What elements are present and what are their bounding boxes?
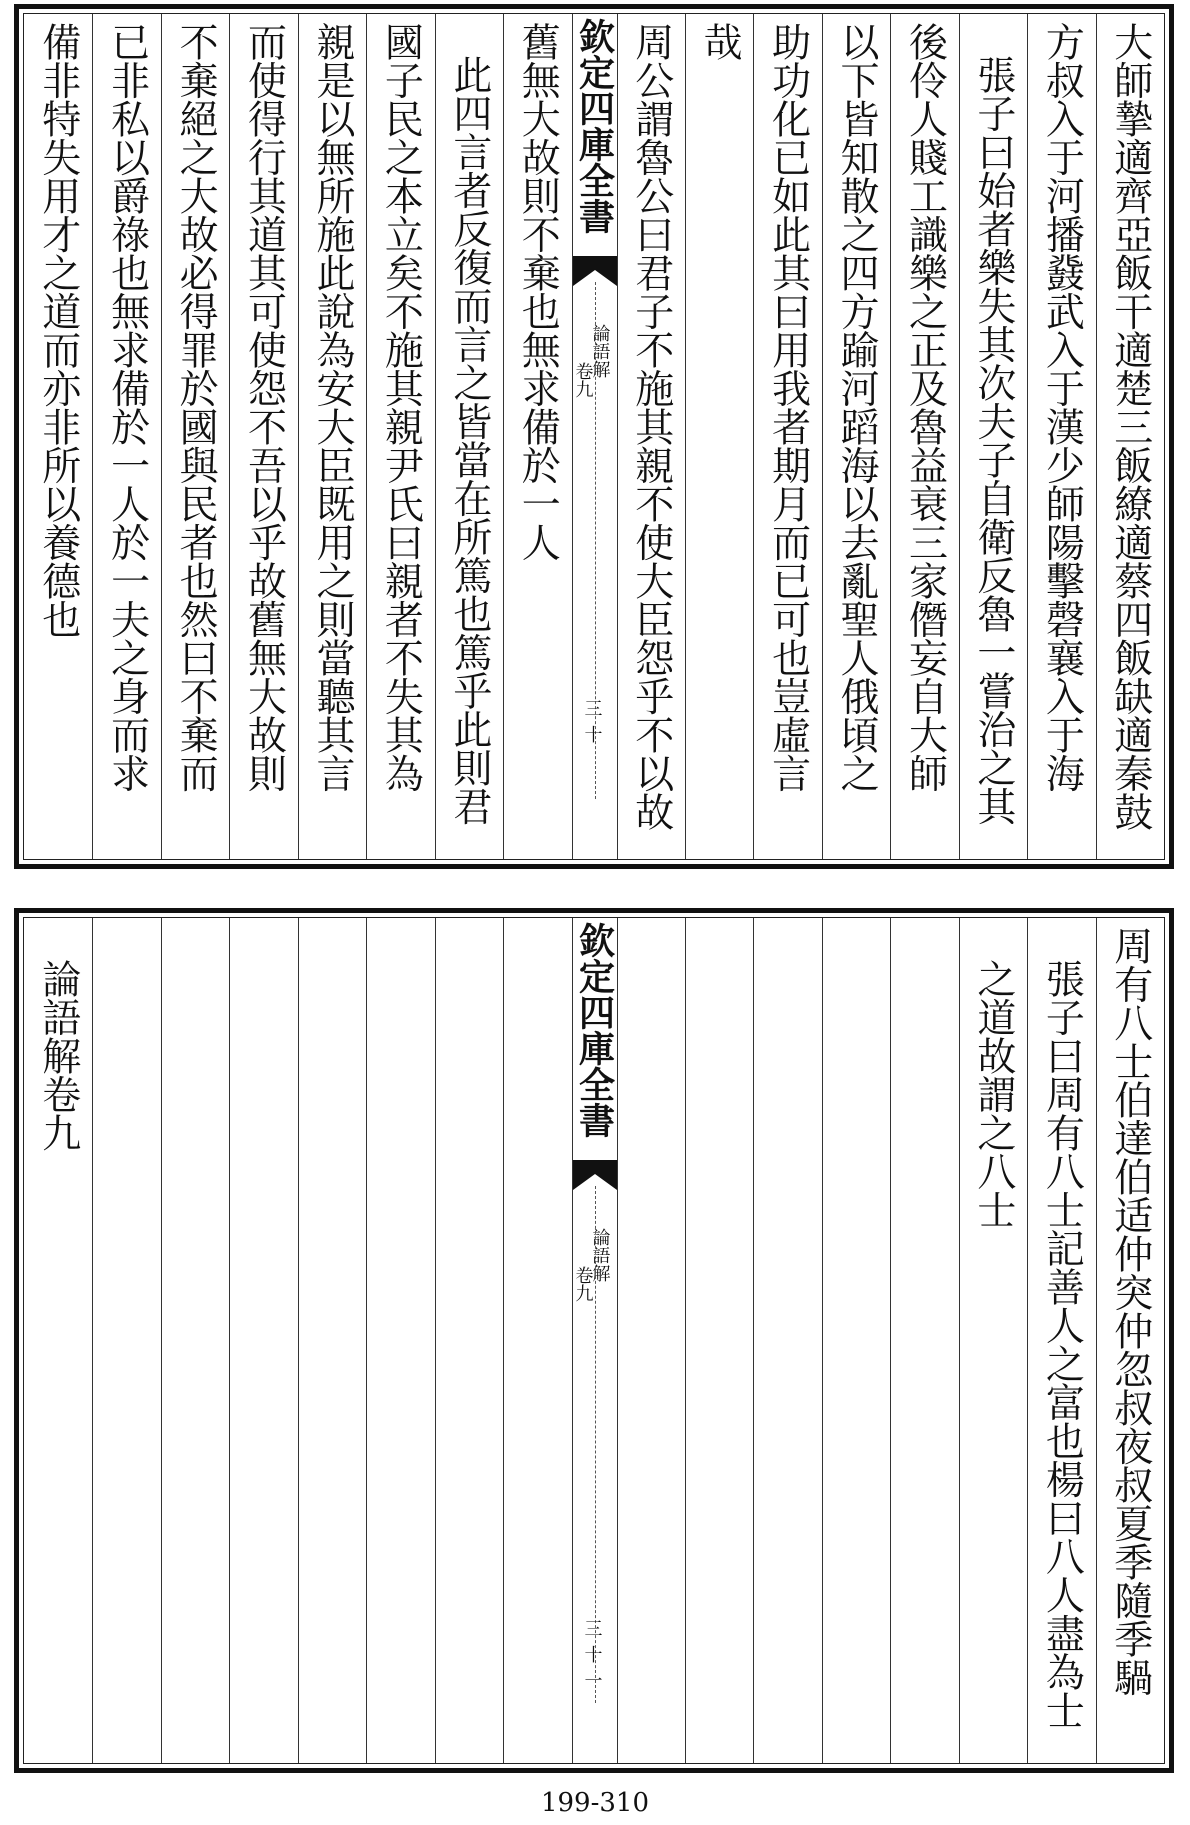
text-column xyxy=(959,918,1027,1763)
gutter-title: 欽定四庫全書 xyxy=(573,922,616,1138)
text-column xyxy=(92,14,160,859)
text-column xyxy=(617,918,685,1763)
column-text: 論語解卷九 xyxy=(35,959,81,1152)
bottom-page xyxy=(14,908,1174,1773)
gutter-book-title: 論語解 xyxy=(589,1228,611,1282)
column-text: 周公謂魯公曰君子不施其親不使大臣怨乎不以故 xyxy=(628,22,674,831)
column-text: 此四言者反復而言之皆當在所篤也篤乎此則君 xyxy=(446,55,492,825)
text-column xyxy=(298,918,366,1763)
column-text: 親是以無所施此說為安大臣既用之則當聽其言 xyxy=(309,22,355,792)
text-column xyxy=(1027,14,1095,859)
text-column xyxy=(503,918,571,1763)
column-text: 周有八士伯達伯适仲突仲忽叔夜叔夏季隨季騧 xyxy=(1107,926,1153,1696)
text-column xyxy=(366,918,434,1763)
text-column xyxy=(959,14,1027,859)
text-column xyxy=(1027,918,1095,1763)
gutter-page-number: 三十 xyxy=(584,699,603,746)
gutter-volume: 卷九 xyxy=(572,362,594,398)
text-column xyxy=(890,918,958,1763)
text-column xyxy=(298,14,366,859)
column-text: 備非特失用才之道而亦非所以養德也 xyxy=(35,22,81,638)
column-text: 後伶人賤工識樂之正及魯益衰三家僭妄自大師 xyxy=(902,22,948,792)
column-text: 以下皆知散之四方踰河蹈海以去亂聖人俄頃之 xyxy=(834,22,880,792)
column-text: 助功化已如此其曰用我者期月而已可也豈虛言 xyxy=(765,22,811,792)
text-column xyxy=(161,14,229,859)
text-column xyxy=(229,918,297,1763)
column-text: 舊無大故則不棄也無求備於一人 xyxy=(515,22,561,561)
bottom-page-columns xyxy=(23,917,1165,1764)
column-text: 張子曰始者樂失其次夫子自衛反魯一嘗治之其 xyxy=(970,55,1016,825)
text-column xyxy=(24,918,92,1763)
text-column xyxy=(753,918,821,1763)
gutter-book-title: 論語解 xyxy=(589,324,611,378)
text-column xyxy=(1096,918,1164,1763)
text-column xyxy=(161,918,229,1763)
text-column xyxy=(1096,14,1164,859)
top-page xyxy=(14,4,1174,869)
text-column xyxy=(435,14,503,859)
page-gutter xyxy=(572,14,617,859)
column-text: 國子民之本立矣不施其親尹氏曰親者不失其為 xyxy=(378,22,424,792)
text-column xyxy=(822,14,890,859)
column-text: 張子曰周有八士記善人之富也楊曰八人盡為士 xyxy=(1039,959,1085,1729)
text-column xyxy=(92,918,160,1763)
text-column xyxy=(753,14,821,859)
column-text: 方叔入于河播鼗武入于漢少師陽擊磬襄入于海 xyxy=(1039,22,1085,792)
column-text: 大師摯適齊亞飯干適楚三飯繚適蔡四飯缺適秦鼓 xyxy=(1107,22,1153,831)
column-text: 之道故謂之八士 xyxy=(970,959,1016,1229)
text-column xyxy=(617,14,685,859)
column-text: 不棄絕之大故必得罪於國與民者也然曰不棄而 xyxy=(173,22,219,792)
gutter-volume: 卷九 xyxy=(572,1266,594,1302)
top-page-columns xyxy=(23,13,1165,860)
text-column xyxy=(435,918,503,1763)
text-column xyxy=(366,14,434,859)
page-footer-number: 199-310 xyxy=(540,1788,650,1818)
text-column xyxy=(685,918,753,1763)
text-column xyxy=(503,14,571,859)
text-column xyxy=(24,14,92,859)
text-column xyxy=(890,14,958,859)
column-text: 哉 xyxy=(697,22,743,61)
page-gutter xyxy=(572,918,617,1763)
text-column xyxy=(822,918,890,1763)
column-text: 已非私以爵祿也無求備於一人於一夫之身而求 xyxy=(104,22,150,792)
text-column xyxy=(685,14,753,859)
gutter-page-number: 三十一 xyxy=(584,1619,603,1692)
column-text: 而使得行其道其可使怨不吾以乎故舊無大故則 xyxy=(241,22,287,792)
text-column xyxy=(229,14,297,859)
gutter-title: 欽定四庫全書 xyxy=(573,18,616,234)
